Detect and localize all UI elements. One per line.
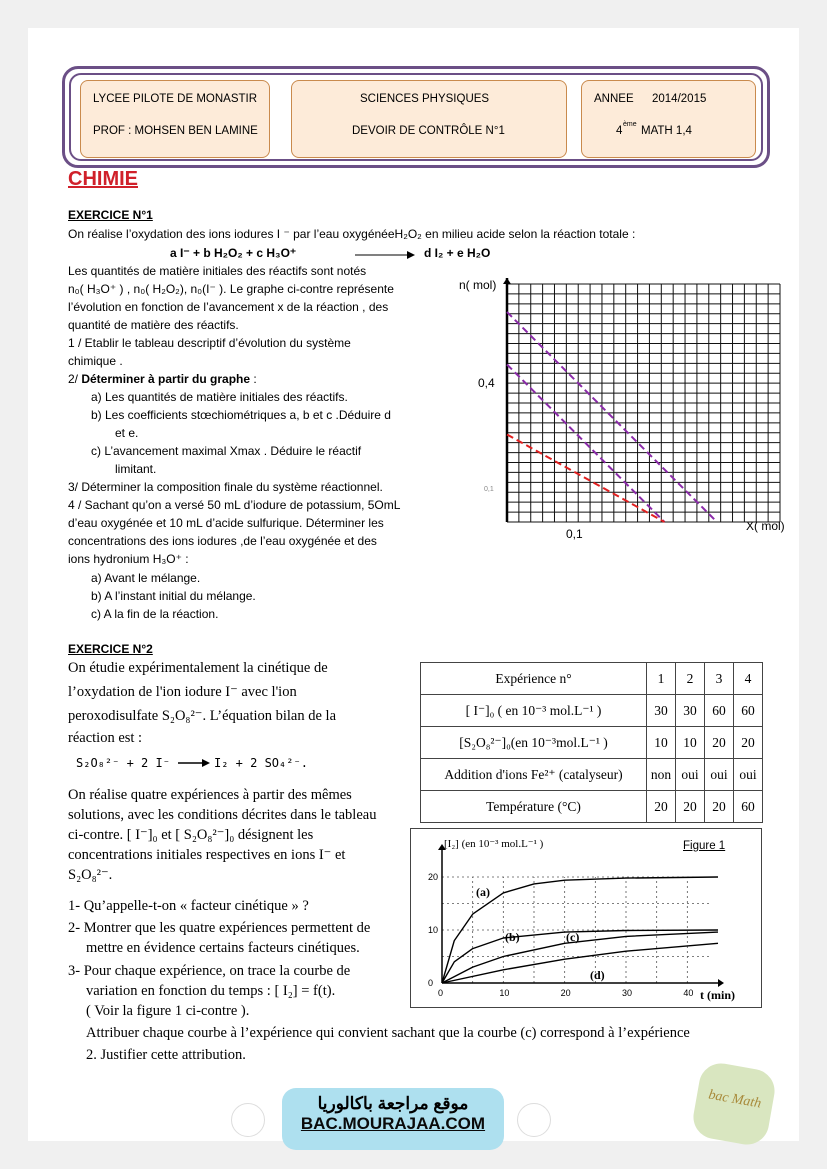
g1-ylabel: n( mol): [459, 278, 497, 292]
ex1-q3: 3/ Déterminer la composition finale du système réactionnel.: [68, 480, 383, 494]
curve-label-b: (b): [505, 930, 520, 944]
g1-xtick: 0,1: [566, 527, 583, 541]
ex2-l7: ci-contre. [ I⁻]₀ et [ S₂O₈²⁻]₀ désignent les: [68, 827, 314, 843]
school-box: [80, 80, 270, 158]
table-row: [421, 727, 763, 759]
graph1: [495, 278, 795, 528]
class-rest: MATH 1,4: [641, 125, 692, 137]
ex2-title: EXERCICE N°2: [68, 642, 153, 656]
ex1-q1a: 1 / Etablir le tableau descriptif d’évolution du système: [68, 336, 351, 350]
ex1-q2a: a) Les quantités de matière initiales des réactifs.: [91, 390, 348, 404]
ex1-q2c2: limitant.: [115, 462, 157, 476]
table-cell: Addition d'ions Fe²⁺ (catalyseur): [421, 759, 647, 791]
table-cell: Température (°C): [421, 791, 647, 823]
table-cell: 60: [705, 695, 734, 727]
table-cell: [S₂O₈²⁻]₀(en 10⁻³mol.L⁻¹ ): [421, 727, 647, 759]
ex1-q2b1: b) Les coefficients stœchiométriques a, b et c .Déduire d: [91, 408, 391, 422]
table-cell: 20: [705, 727, 734, 759]
ex2-arrow: [178, 758, 210, 768]
ex1-q2c1: c) L’avancement maximal Xmax . Déduire le réactif: [91, 444, 362, 458]
ex1-q4c: concentrations des ions iodures ,de l’eau oxygénée et des: [68, 534, 377, 548]
ex1-p1: Les quantités de matière initiales des réactifs sont notés: [68, 264, 367, 278]
f1-xtick: 30: [622, 988, 633, 998]
ex1-q4b: d’eau oxygénée et 10 mL d’acide sulfurique. Déterminer les: [68, 516, 384, 530]
curve-label-d: (d): [590, 968, 605, 982]
table-cell: oui: [705, 759, 734, 791]
ex1-q2: 2/ Déterminer à partir du graphe :: [68, 372, 257, 386]
subject: SCIENCES PHYSIQUES: [360, 93, 490, 105]
g1-y-arrow: [503, 278, 511, 284]
table-cell: 20: [676, 791, 705, 823]
table-header-row: [421, 663, 763, 695]
table-cell: non: [647, 759, 676, 791]
class-sup: ème: [623, 121, 637, 128]
year-label: ANNEE: [594, 93, 634, 105]
curve-label-c: (c): [566, 930, 580, 944]
ex2-q3b: variation en fonction du temps : [ I₂] = f(t).: [86, 983, 336, 999]
prof-name: PROF : MOHSEN BEN LAMINE: [93, 125, 258, 137]
year-box: [581, 80, 756, 158]
ex2-q3d: Attribuer chaque courbe à l’expérience qui convient sachant que la courbe (c) correspond à l’expérience: [86, 1025, 690, 1041]
g1-grid: [503, 278, 780, 522]
ex2-q1: 1- Qu’appelle-t-on « facteur cinétique » ?: [68, 898, 309, 914]
ex2-l9: S₂O₈²⁻.: [68, 867, 113, 883]
ex1-p2: n₀( H₃O⁺ ) , n₀( H₂O₂), n₀(I⁻ ). Le graphe ci-contre représente: [68, 282, 394, 296]
table-cell: 60: [734, 791, 763, 823]
f1-ytick: 10: [428, 925, 439, 935]
figure1: [410, 828, 762, 1008]
fig1-title: Figure 1: [683, 840, 726, 852]
banner-site: BAC.MOURAJAA.COM: [300, 1114, 486, 1133]
class-num: 4: [616, 125, 623, 137]
f1-xtick: 40: [683, 988, 694, 998]
bac-math-logo: bac Math: [690, 1060, 778, 1148]
f1-ytick: 20: [428, 872, 439, 882]
table-cell: 2: [676, 663, 705, 695]
ex1-q4a: 4 / Sachant qu’on a versé 50 mL d’iodure de potassium, 5OmL: [68, 498, 401, 512]
f1-xtick: 20: [560, 988, 571, 998]
ex1-q4-b: b) A l’instant initial du mélange.: [91, 589, 256, 603]
table-cell: [ I⁻]₀ ( en 10⁻³ mol.L⁻¹ ): [421, 695, 647, 727]
table-cell: 10: [647, 727, 676, 759]
ex2-l6: solutions, avec les conditions décrites dans le tableau: [68, 807, 377, 823]
exam-title: DEVOIR DE CONTRÔLE N°1: [352, 125, 505, 137]
f1-ytick: 0: [428, 978, 434, 988]
right-logo: [517, 1103, 551, 1137]
left-logo: [231, 1103, 265, 1137]
g1-partial-tick: [484, 481, 494, 487]
table-row: [421, 695, 763, 727]
ex2-l8: concentrations initiales respectives en ions I⁻ et: [68, 847, 346, 863]
curve-label-a: (a): [476, 885, 490, 899]
ex2-q3e: 2. Justifier cette attribution.: [86, 1047, 246, 1063]
table-cell: 10: [676, 727, 705, 759]
ex2-l3: peroxodisulfate S₂O₈²⁻. L’équation bilan de la: [68, 708, 337, 724]
table-cell: 30: [647, 695, 676, 727]
ex2-l4: réaction est :: [68, 730, 143, 746]
table-cell: 3: [705, 663, 734, 695]
school-name: LYCEE PILOTE DE MONASTIR: [93, 93, 258, 105]
ex1-q4-c: c) A la fin de la réaction.: [91, 607, 219, 621]
ex1-q1b: chimique .: [68, 354, 123, 368]
table-cell: 20: [647, 791, 676, 823]
ex2-l1: On étudie expérimentalement la cinétique de: [68, 660, 328, 676]
year: 2014/2015: [652, 93, 707, 105]
ex2-l2: l’oxydation de l'ion iodure I⁻ avec l'ion: [68, 684, 297, 700]
table-cell: 20: [734, 727, 763, 759]
g1-xlabel: X( mol): [746, 519, 785, 533]
table-row: [421, 759, 763, 791]
f1-xtick: 10: [499, 988, 510, 998]
reaction-arrow: [355, 250, 415, 260]
table-cell: 1: [647, 663, 676, 695]
f1-xtick: 0: [438, 988, 444, 998]
ex2-q3a: 3- Pour chaque expérience, on trace la courbe de: [68, 963, 351, 979]
ex1-q2b2: et e.: [115, 426, 139, 440]
ex2-q2b: mettre en évidence certains facteurs cinétiques.: [86, 940, 360, 956]
ex1-p4: quantité de matière des réactifs.: [68, 318, 239, 332]
ex2-eq-left: S₂O₈²⁻ + 2 I⁻: [76, 756, 170, 770]
table-cell: 20: [705, 791, 734, 823]
subject-box: [291, 80, 567, 158]
table-cell: oui: [734, 759, 763, 791]
fig1-ylabel: [I₂] (en 10⁻³ mol.L⁻¹ ): [444, 838, 544, 850]
experiment-table: [420, 662, 763, 823]
ex1-q4d: ions hydronium H₃O⁺ :: [68, 552, 189, 566]
ex2-q3c: ( Voir la figure 1 ci-contre ).: [86, 1003, 250, 1019]
ex1-q4-a: a) Avant le mélange.: [91, 571, 201, 585]
table-cell: 30: [676, 695, 705, 727]
site-banner[interactable]: [282, 1088, 504, 1150]
ex1-eq-left: a I⁻ + b H₂O₂ + c H₃O⁺: [170, 246, 297, 260]
ex1-eq-right: d I₂ + e H₂O: [424, 246, 491, 260]
ex2-l5: On réalise quatre expériences à partir des mêmes: [68, 787, 352, 803]
g1-ytick: 0,4: [478, 376, 495, 390]
banner-arabic: موقع مراجعة باكالوريا: [317, 1094, 469, 1113]
table-cell: 60: [734, 695, 763, 727]
ex1-title: EXERCICE N°1: [68, 208, 153, 222]
ex1-p3: l’évolution en fonction de l’avancement x de la réaction , des: [68, 300, 389, 314]
ex2-eq-right: I₂ + 2 SO₄²⁻.: [214, 756, 308, 770]
section-title: CHIMIE: [68, 168, 138, 190]
fig1-xlabel: t (min): [700, 988, 735, 1002]
table-row: [421, 791, 763, 823]
ex1-intro: On réalise l’oxydation des ions iodures I ⁻ par l’eau oxygénéeH₂O₂ en milieu acide selon la réaction totale :: [68, 227, 636, 241]
ex2-q2a: 2- Montrer que les quatre expériences permettent de: [68, 920, 371, 936]
table-cell: 4: [734, 663, 763, 695]
table-cell: Expérience n°: [421, 663, 647, 695]
table-cell: oui: [676, 759, 705, 791]
